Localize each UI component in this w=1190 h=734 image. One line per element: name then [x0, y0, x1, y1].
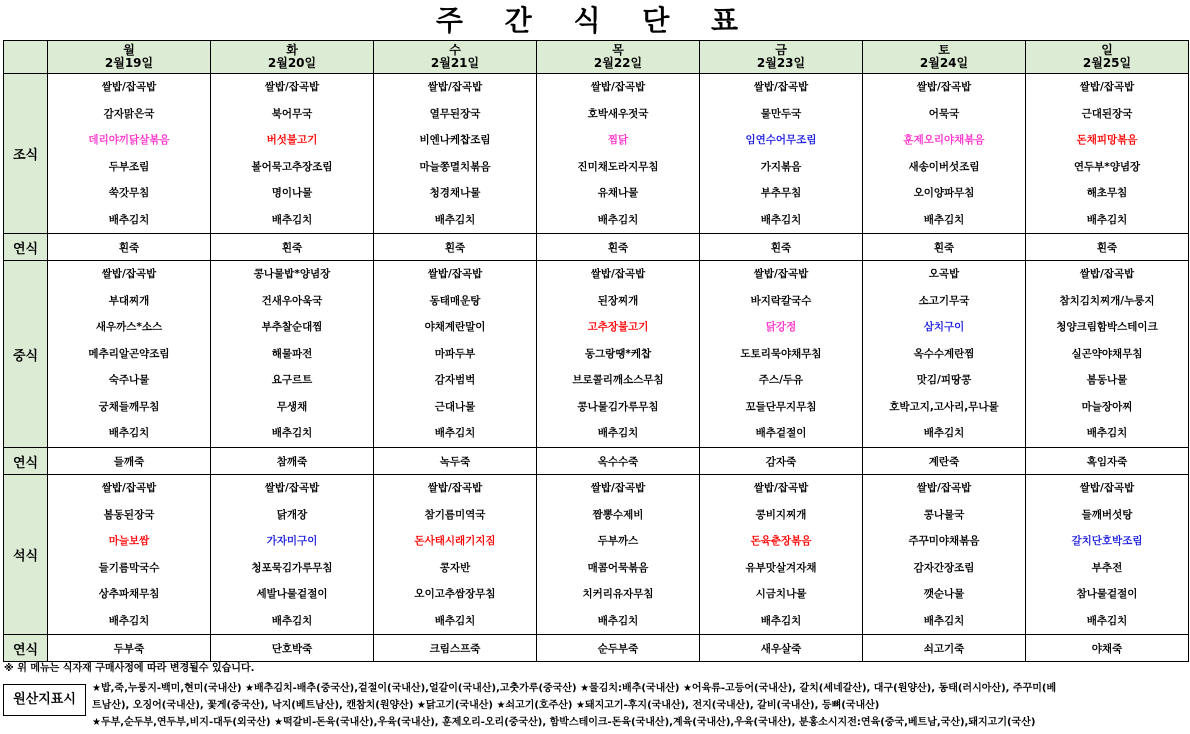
menu-cell: 흰죽	[1026, 234, 1189, 261]
menu-item: 부추찰순대찜	[261, 321, 323, 334]
origin-line: 트남산), 오징어(국내산), 꽃게(중국산), 낙지(베트남산), 캔참치(원양산) ★닭고기(국내산) ★쇠고기(호주산) ★돼지고기-후지(국내산), 전지(국내산), 갈비(국내산), 등뼈(국내산)	[92, 700, 880, 711]
menu-item: 콩나물국	[923, 508, 965, 521]
menu-item: 열무된장국	[429, 107, 481, 120]
menu-item: 배추김치	[1086, 614, 1128, 627]
menu-item: 쌀밥/잡곡밥	[916, 482, 972, 494]
menu-item: 가지볶음	[760, 160, 802, 173]
day-header	[1026, 41, 1189, 74]
menu-item: 배추김치	[923, 614, 965, 627]
menu-item: 배추김치	[923, 213, 965, 226]
menu-item: 쌀밥/잡곡밥	[753, 81, 809, 93]
menu-item: 참나물겉절이	[1076, 588, 1138, 600]
menu-cell	[211, 74, 374, 234]
menu-cell	[48, 261, 211, 448]
menu-cell	[700, 74, 863, 234]
menu-cell	[374, 74, 537, 234]
day-name: 월	[123, 43, 135, 57]
menu-item: 근대된장국	[1081, 107, 1133, 120]
menu-item: 쌀밥/잡곡밥	[427, 81, 483, 93]
menu-cell	[700, 475, 863, 635]
menu-item: 두부까스	[597, 535, 639, 547]
menu-item: 청포묵김가루무침	[251, 561, 333, 574]
menu-item: 배추김치	[760, 614, 802, 627]
menu-item: 쌀밥/잡곡밥	[590, 81, 646, 93]
menu-cell: 흑임자죽	[1026, 448, 1189, 475]
menu-item: 오이양파무침	[913, 187, 975, 199]
day-date: 2월25일	[1082, 56, 1132, 70]
origin-info	[92, 680, 1186, 731]
menu-item: 배추김치	[108, 614, 150, 627]
menu-item: 배추김치	[434, 213, 476, 226]
menu-item: 배추김치	[923, 427, 965, 440]
menu-cell	[1026, 475, 1189, 635]
menu-item: 숙주나물	[108, 374, 150, 387]
origin-line: ★밥,죽,누룽지-백미,현미(국내산) ★배추김치-배추(중국산),겉절이(국내산),얼갈이(국내산),고춧가루(중국산) ★물김치:배추(국내산) ★어육류-고등어(국내산), 갈치(세네갈산), 대구(원양산), 동태(러시아산), 주꾸미(베	[92, 683, 1057, 694]
change-notice: ※ 위 메뉴는 식자재 구매사정에 따라 변경될수 있습니다.	[4, 663, 255, 674]
menu-item: 닭개장	[276, 508, 308, 521]
menu-item: 배추김치	[108, 213, 150, 226]
menu-item: 참치김치찌개/누룽지	[1059, 294, 1155, 307]
day-date: 2월24일	[919, 56, 969, 70]
day-date: 2월19일	[104, 56, 154, 70]
menu-item: 가자미구이	[266, 535, 318, 547]
meal-row-dinner	[4, 475, 1189, 635]
day-name: 화	[286, 43, 298, 57]
corner-cell	[4, 41, 48, 74]
menu-item: 연두부*양념장	[1073, 160, 1141, 173]
day-date: 2월20일	[267, 56, 317, 70]
menu-item: 쌀밥/잡곡밥	[1079, 268, 1135, 281]
menu-item: 명이나물	[271, 187, 313, 199]
menu-item: 상추파채무침	[98, 588, 160, 600]
menu-item: 볼어묵고추장조림	[251, 160, 333, 173]
page-title: 주 간 식 단 표	[435, 4, 755, 37]
menu-item: 배추김치	[271, 213, 313, 226]
menu-item: 버섯불고기	[266, 134, 318, 146]
menu-item: 세발나물겉절이	[256, 588, 328, 600]
day-name: 목	[612, 43, 624, 57]
menu-item: 콩나물김가루무침	[577, 400, 659, 413]
menu-cell	[863, 261, 1026, 448]
menu-cell	[1026, 261, 1189, 448]
menu-item: 쌀밥/잡곡밥	[264, 482, 320, 494]
menu-item: 부대찌개	[108, 294, 150, 307]
meal-label: 연식	[4, 234, 48, 261]
menu-item: 쌀밥/잡곡밥	[1079, 81, 1135, 93]
menu-item: 배추김치	[597, 614, 639, 627]
menu-cell	[211, 475, 374, 635]
day-header	[374, 41, 537, 74]
menu-cell: 두부죽	[48, 635, 211, 662]
menu-item: 부추무침	[760, 187, 802, 199]
menu-cell: 야채죽	[1026, 635, 1189, 662]
menu-item: 배추김치	[760, 213, 802, 226]
menu-cell: 옥수수죽	[537, 448, 700, 475]
menu-item: 두부조림	[108, 160, 150, 173]
day-name: 토	[938, 43, 950, 57]
menu-item: 참기름미역국	[424, 508, 486, 521]
meal-label: 석식	[4, 475, 48, 635]
menu-item: 청양크림함박스테이크	[1056, 321, 1158, 334]
menu-item: 시금치나물	[755, 588, 807, 600]
menu-item: 갈치단호박조림	[1071, 535, 1143, 547]
menu-item: 돈육춘장볶음	[750, 535, 812, 547]
menu-item: 깻순나물	[923, 588, 965, 600]
menu-item: 삼치구이	[923, 321, 965, 334]
menu-cell	[537, 475, 700, 635]
menu-item: 북어무국	[271, 107, 313, 120]
menu-cell: 새우살죽	[700, 635, 863, 662]
menu-cell	[537, 74, 700, 234]
menu-item: 호박고지,고사리,무나물	[889, 400, 999, 413]
menu-item: 마늘장아찌	[1081, 400, 1133, 413]
menu-item: 배추겉절이	[755, 427, 807, 440]
menu-item: 오곡밥	[928, 268, 960, 281]
day-date: 2월21일	[430, 56, 480, 70]
menu-item: 닭강정	[765, 321, 797, 334]
menu-item: 배추김치	[434, 427, 476, 440]
menu-cell: 계란죽	[863, 448, 1026, 475]
meal-row-snack3	[4, 635, 1189, 662]
menu-cell	[537, 261, 700, 448]
origin-label: 원산지표시	[3, 684, 86, 716]
menu-cell	[374, 261, 537, 448]
meal-row-snack2	[4, 448, 1189, 475]
menu-item: 치커리유자무침	[582, 588, 654, 600]
day-name: 수	[449, 43, 461, 57]
menu-item: 꼬들단무지무침	[745, 400, 817, 413]
menu-item: 진미채도라지무침	[577, 160, 659, 173]
menu-cell: 단호박죽	[211, 635, 374, 662]
menu-item: 물만두국	[760, 107, 802, 120]
menu-item: 된장찌개	[597, 294, 639, 307]
menu-item: 요구르트	[271, 374, 313, 387]
menu-item: 동그랑땡*케찹	[584, 347, 652, 360]
menu-item: 배추김치	[597, 427, 639, 440]
menu-cell: 흰죽	[48, 234, 211, 261]
meal-label: 연식	[4, 635, 48, 662]
menu-item: 배추김치	[271, 614, 313, 627]
menu-item: 쌀밥/잡곡밥	[427, 482, 483, 494]
menu-item: 마늘쫑멸치볶음	[419, 160, 491, 173]
menu-item: 찜닭	[607, 134, 629, 146]
menu-item: 쌀밥/잡곡밥	[753, 268, 809, 281]
menu-cell	[1026, 74, 1189, 234]
menu-item: 배추김치	[271, 427, 313, 440]
day-date: 2월22일	[593, 56, 643, 70]
menu-item: 옥수수계란찜	[913, 347, 975, 360]
menu-item: 맛김/피땅콩	[916, 374, 972, 387]
menu-item: 해물파전	[271, 347, 313, 360]
menu-item: 도토리묵야채무침	[740, 347, 822, 360]
menu-cell	[211, 261, 374, 448]
menu-item: 데리야끼닭살볶음	[88, 134, 170, 146]
menu-item: 콩나물밥*양념장	[253, 268, 331, 281]
menu-cell: 흰죽	[700, 234, 863, 261]
menu-cell: 흰죽	[537, 234, 700, 261]
menu-item: 배추김치	[108, 427, 150, 440]
menu-item: 주스/두유	[758, 374, 804, 387]
menu-item: 실곤약야채무침	[1071, 347, 1143, 360]
menu-cell: 크림스프죽	[374, 635, 537, 662]
menu-item: 훈제오리야채볶음	[903, 134, 985, 146]
menu-cell: 흰죽	[863, 234, 1026, 261]
day-name: 일	[1101, 43, 1113, 57]
day-date: 2월23일	[756, 56, 806, 70]
menu-item: 쌀밥/잡곡밥	[101, 81, 157, 93]
menu-item: 궁채들깨무침	[98, 400, 160, 413]
menu-item: 봄동나물	[1086, 374, 1128, 387]
menu-item: 배추김치	[1086, 427, 1128, 440]
menu-item: 메추리알곤약조림	[88, 347, 170, 360]
menu-cell	[700, 261, 863, 448]
menu-item: 오이고추쌈장무침	[414, 588, 496, 600]
day-header	[211, 41, 374, 74]
menu-item: 배추김치	[1086, 213, 1128, 226]
menu-item: 호박새우젓국	[587, 107, 649, 120]
menu-cell: 참깨죽	[211, 448, 374, 475]
day-header	[48, 41, 211, 74]
menu-item: 쌀밥/잡곡밥	[916, 81, 972, 93]
day-header	[537, 41, 700, 74]
menu-item: 봄동된장국	[103, 508, 155, 521]
menu-cell: 들깨죽	[48, 448, 211, 475]
menu-item: 감자간장조림	[913, 561, 975, 574]
meal-label: 조식	[4, 74, 48, 234]
menu-item: 마파두부	[434, 347, 476, 360]
menu-item: 주꾸미야채볶음	[908, 535, 980, 547]
menu-item: 콩자반	[439, 561, 471, 574]
menu-item: 해초무침	[1086, 187, 1128, 199]
menu-item: 야채계란말이	[424, 321, 486, 334]
origin-line: ★두부,순두부,연두부,비지-대두(외국산) ★떡갈비-돈육(국내산),우육(국내산), 훈제오리-오리(중국산), 함박스테이크-돈육(국내산),계육(국내산),우육(국내산), 분홍소시지전:연육(중국,베트남,국산),돼지고기(국산)	[92, 717, 1036, 728]
meal-label: 연식	[4, 448, 48, 475]
menu-cell: 흰죽	[374, 234, 537, 261]
menu-cell	[48, 475, 211, 635]
menu-item: 돈채피망볶음	[1076, 134, 1138, 146]
menu-item: 동태매운탕	[429, 294, 481, 307]
menu-item: 어묵국	[928, 107, 960, 120]
menu-item: 유부맛살겨자채	[745, 561, 817, 574]
menu-item: 쌀밥/잡곡밥	[753, 482, 809, 494]
day-header	[863, 41, 1026, 74]
menu-item: 무생채	[276, 400, 308, 413]
menu-item: 건새우아욱국	[261, 294, 323, 307]
menu-item: 비엔나케찹조림	[419, 134, 491, 146]
menu-item: 돈사태시래기지짐	[414, 535, 496, 547]
menu-cell	[48, 74, 211, 234]
menu-item: 감자범벅	[434, 374, 476, 387]
menu-item: 쌀밥/잡곡밥	[590, 268, 646, 281]
menu-item: 짬뽕수제비	[592, 508, 644, 521]
menu-item: 쑥갓무침	[108, 187, 150, 199]
menu-item: 바지락칼국수	[750, 294, 812, 307]
meal-row-breakfast	[4, 74, 1189, 234]
menu-item: 들깨버섯탕	[1081, 508, 1133, 521]
menu-cell: 흰죽	[211, 234, 374, 261]
day-header-row	[4, 41, 1189, 74]
weekly-menu-table	[3, 40, 1189, 662]
menu-item: 콩비지찌개	[755, 508, 807, 521]
menu-cell: 순두부죽	[537, 635, 700, 662]
menu-item: 부추전	[1091, 561, 1123, 574]
menu-item: 청경채나물	[429, 187, 481, 199]
menu-cell	[863, 475, 1026, 635]
menu-item: 고추장불고기	[587, 321, 649, 334]
menu-item: 쌀밥/잡곡밥	[1079, 482, 1135, 494]
menu-item: 매콤어묵볶음	[587, 561, 649, 574]
day-name: 금	[775, 43, 787, 57]
menu-item: 브로콜리깨소스무침	[572, 374, 664, 387]
menu-cell	[863, 74, 1026, 234]
menu-cell: 감자죽	[700, 448, 863, 475]
menu-item: 쌀밥/잡곡밥	[427, 268, 483, 281]
meal-row-snack1	[4, 234, 1189, 261]
menu-item: 감자맑은국	[103, 107, 155, 120]
menu-item: 쌀밥/잡곡밥	[590, 482, 646, 494]
menu-item: 유채나물	[597, 187, 639, 199]
menu-item: 쌀밥/잡곡밥	[101, 268, 157, 281]
menu-item: 소고기무국	[918, 294, 970, 307]
menu-item: 새우까스*소스	[95, 321, 163, 334]
meal-row-lunch	[4, 261, 1189, 448]
menu-item: 마늘보쌈	[108, 535, 150, 547]
menu-item: 쌀밥/잡곡밥	[101, 482, 157, 494]
menu-cell: 쇠고기죽	[863, 635, 1026, 662]
day-header	[700, 41, 863, 74]
menu-item: 들기름막국수	[98, 561, 160, 574]
menu-item: 배추김치	[434, 614, 476, 627]
menu-item: 임연수어무조림	[745, 134, 817, 146]
meal-label: 중식	[4, 261, 48, 448]
menu-item: 배추김치	[597, 213, 639, 226]
menu-cell: 녹두죽	[374, 448, 537, 475]
menu-item: 쌀밥/잡곡밥	[264, 81, 320, 93]
menu-cell	[374, 475, 537, 635]
menu-item: 근대나물	[434, 400, 476, 413]
menu-item: 새송이버섯조림	[908, 160, 980, 173]
